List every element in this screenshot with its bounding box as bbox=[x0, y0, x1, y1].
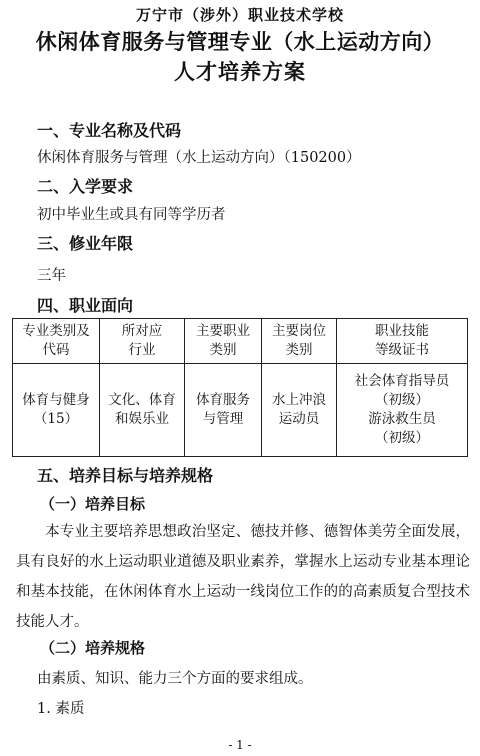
table-cell: 体育服务 与管理 bbox=[185, 364, 262, 457]
table-header-cell: 专业类别及 代码 bbox=[13, 319, 100, 364]
table-header-row bbox=[13, 319, 468, 364]
table-cell: 文化、体育 和娱乐业 bbox=[100, 364, 185, 457]
table-cell: 体育与健身 （15） bbox=[13, 364, 100, 457]
table-cell: 社会体育指导员 （初级） 游泳救生员 （初级） bbox=[337, 364, 468, 457]
document-title-line2: 人才培养方案 bbox=[174, 60, 306, 84]
table-cell: 水上冲浪 运动员 bbox=[262, 364, 337, 457]
goal-paragraph: 本专业主要培养思想政治坚定、德技并修、德智体美劳全面发展，具有良好的水上运动职业道德及职业素养，掌握水上运动专业基本理论和基本技能，在休闲体育水上运动一线岗位工作的的高素质复合型技术技能人才。 bbox=[16, 524, 470, 630]
section-heading-duration: 三、修业年限 bbox=[37, 234, 134, 253]
page-number: - 1 - bbox=[228, 738, 252, 752]
table-header-cell: 所对应 行业 bbox=[100, 319, 185, 364]
section-heading-objectives: 五、培养目标与培养规格 bbox=[37, 466, 214, 485]
admission-requirement: 初中毕业生或具有同等学历者 bbox=[37, 207, 226, 223]
spec-paragraph: 由素质、知识、能力三个方面的要求组成。 bbox=[37, 671, 313, 687]
document-title: 休闲体育服务与管理专业（水上运动方向） bbox=[35, 30, 445, 54]
career-table bbox=[12, 318, 468, 457]
major-name-code: 休闲体育服务与管理（水上运动方向）（150200） bbox=[37, 150, 361, 166]
section-heading-career: 四、职业面向 bbox=[37, 296, 134, 315]
table-header-cell: 职业技能 等级证书 bbox=[337, 319, 468, 364]
section-heading-name-code: 一、专业名称及代码 bbox=[37, 121, 182, 140]
school-name: 万宁市（涉外）职业技术学校 bbox=[135, 6, 344, 24]
table-row bbox=[13, 364, 468, 457]
table-header-cell: 主要职业 类别 bbox=[185, 319, 262, 364]
subsection-heading-goal: （一）培养目标 bbox=[40, 495, 146, 513]
subsection-heading-spec: （二）培养规格 bbox=[40, 639, 146, 657]
section-heading-admission: 二、入学要求 bbox=[37, 177, 134, 196]
spec-item-quality: 1. 素质 bbox=[37, 701, 85, 717]
study-duration: 三年 bbox=[37, 268, 66, 284]
table-header-cell: 主要岗位 类别 bbox=[262, 319, 337, 364]
